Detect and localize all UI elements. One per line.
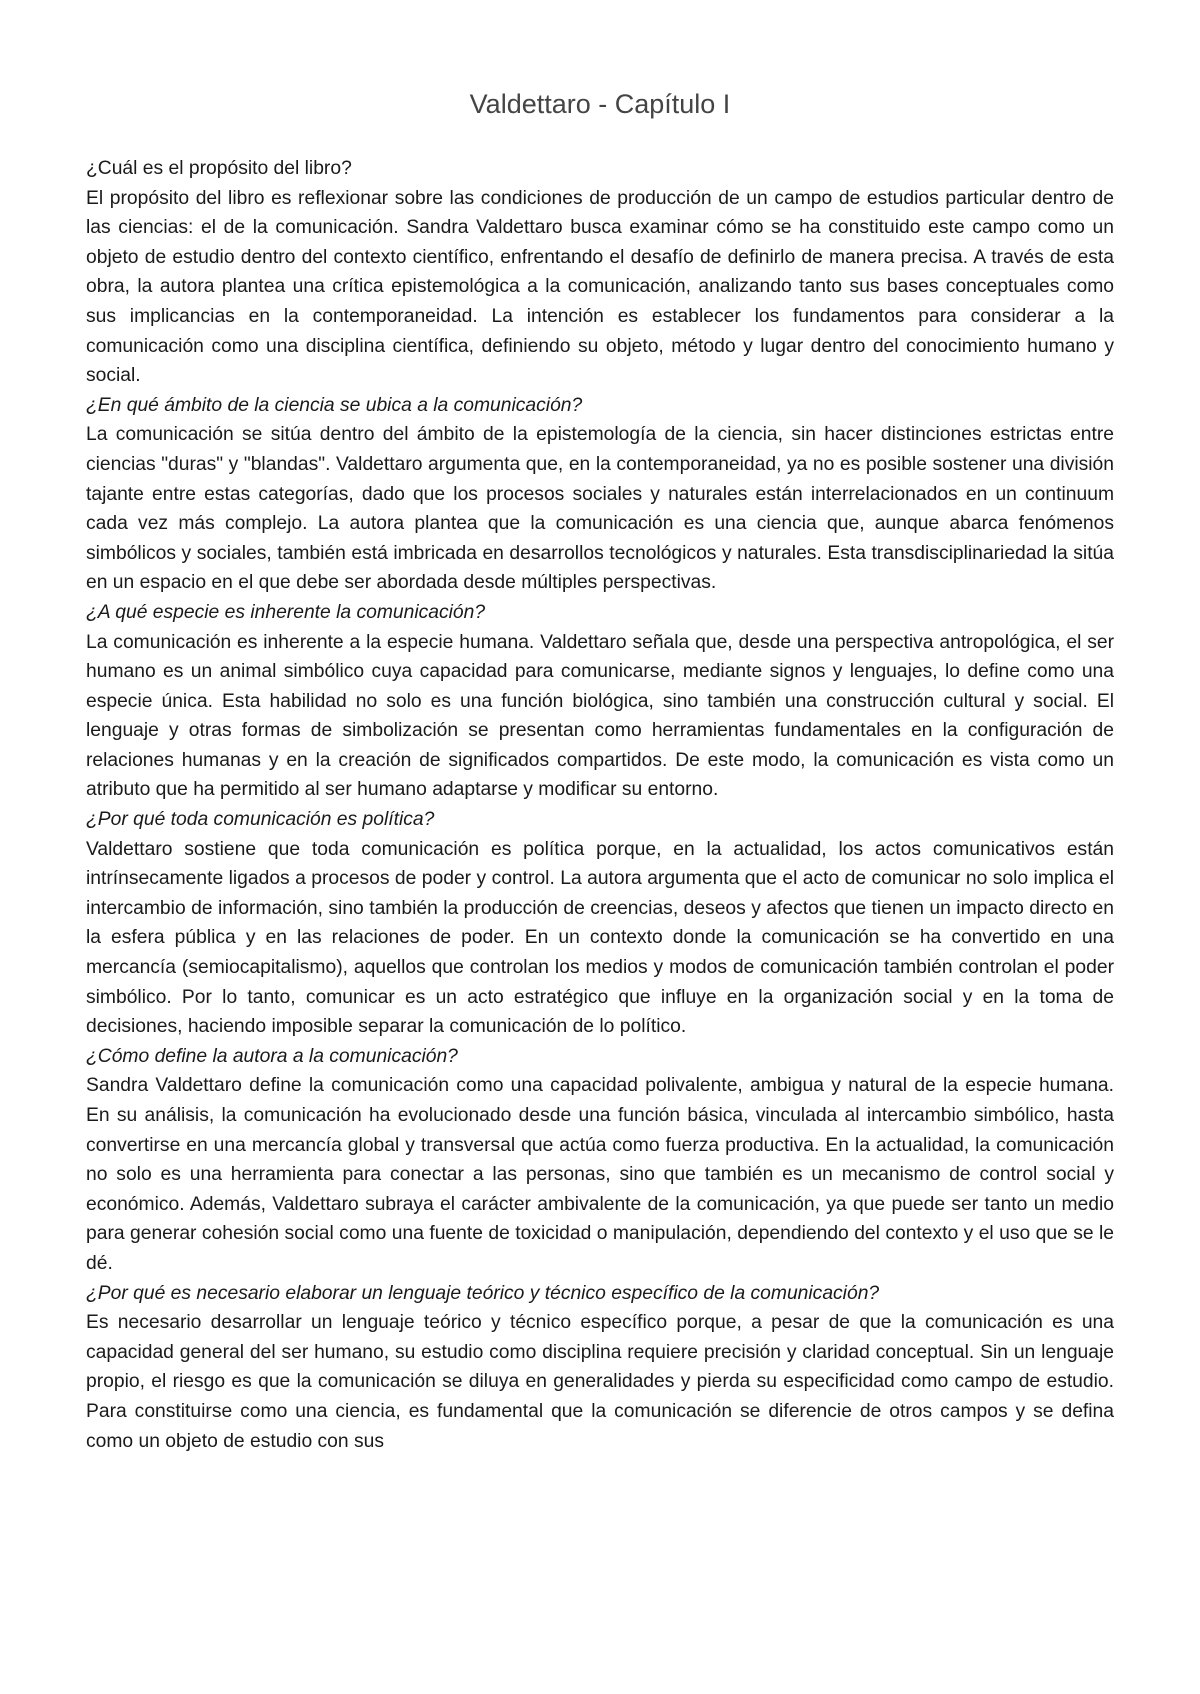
section-language — [86, 1279, 1114, 1457]
question-species: ¿A qué especie es inherente la comunicación? — [86, 601, 486, 623]
question-purpose: ¿Cuál es el propósito del libro? — [86, 158, 352, 179]
answer-definition: Sandra Valdettaro define la comunicación como una capacidad polivalente, ambigua y natural de la especie humana. En su análisis, la comunicación ha evolucionado desde una función básica, vinculada al intercambio simbólico, hasta convertirse en una mercancía global y transversal que actúa como fuerza productiva. En la actualidad, la comunicación no solo es una herramienta para conectar a las personas, sino que también es un mecanismo de control social y económico. Además, Valdettaro subraya el carácter ambivalente de la comunicación, ya que puede ser tanto un medio para generar cohesión social como una fuente de toxicidad o manipulación, dependiendo del contexto y el uso que se le dé. — [86, 1075, 1114, 1274]
section-purpose — [86, 154, 1114, 391]
question-scope: ¿En qué ámbito de la ciencia se ubica a la comunicación? — [86, 394, 583, 416]
answer-purpose: El propósito del libro es reflexionar sobre las condiciones de producción de un campo de estudios particular dentro de las ciencias: el de la comunicación. Sandra Valdettaro busca examinar cómo se ha constituido este campo como un objeto de estudio dentro del contexto científico, enfrentando el desafío de definirlo de manera precisa. A través de esta obra, la autora plantea una crítica epistemológica a la comunicación, analizando tanto sus bases conceptuales como sus implicancias en la contemporaneidad. La intención es establecer los fundamentos para considerar a la comunicación como una disciplina científica, definiendo su objeto, método y lugar dentro del conocimiento humano y social. — [86, 187, 1114, 387]
answer-politics: Valdettaro sostiene que toda comunicación es política porque, en la actualidad, los actos comunicativos están intrínsecamente ligados a procesos de poder y control. La autora argumenta que el acto de comunicar no solo implica el intercambio de información, sino también la producción de creencias, deseos y afectos que tienen un impacto directo en la esfera pública y en las relaciones de poder. En un contexto donde la comunicación se ha convertido en una mercancía (semiocapitalismo), aquellos que controlan los medios y modos de comunicación también controlan el poder simbólico. Por lo tanto, comunicar es un acto estratégico que influye en la organización social y en la toma de decisiones, haciendo imposible separar la comunicación de lo político. — [86, 838, 1114, 1038]
question-politics: ¿Por qué toda comunicación es política? — [86, 809, 435, 831]
answer-language: Es necesario desarrollar un lenguaje teórico y técnico específico porque, a pesar de que la comunicación es una capacidad general del ser humano, su estudio como disciplina requiere precisión y claridad conceptual. Sin un lenguaje propio, el riesgo es que la comunicación se diluya en generalidades y pierda su especificidad como campo de estudio. Para constituirse como una ciencia, es fundamental que la comunicación se diferencie de otros campos y se defina como un objeto de estudio con sus — [86, 1312, 1114, 1452]
answer-scope: La comunicación se sitúa dentro del ámbito de la epistemología de la ciencia, sin hacer distinciones estrictas entre ciencias "duras" y "blandas". Valdettaro argumenta que, en la contemporaneidad, ya no es posible sostener una división tajante entre estas categorías, dado que los procesos sociales y naturales están interrelacionados en un continuum cada vez más complejo. La autora plantea que la comunicación es una ciencia que, aunque abarca fenómenos simbólicos y sociales, también está imbricada en desarrollos tecnológicos y naturales. Esta transdisciplinariedad la sitúa en un espacio en el que debe ser abordada desde múltiples perspectivas. — [86, 424, 1114, 594]
question-language: ¿Por qué es necesario elaborar un lenguaje teórico y técnico específico de la comunicación? — [86, 1282, 880, 1304]
answer-species: La comunicación es inherente a la especie humana. Valdettaro señala que, desde una perspectiva antropológica, el ser humano es un animal simbólico cuya capacidad para comunicarse, mediante signos y lenguajes, lo define como una especie única. Esta habilidad no solo es una función biológica, sino también una construcción cultural y social. El lenguaje y otras formas de simbolización se presentan como herramientas fundamentales en la configuración de relaciones humanas y en la creación de significados compartidos. De este modo, la comunicación es vista como un atributo que ha permitido al ser humano adaptarse y modificar su entorno. — [86, 631, 1114, 801]
document-title: Valdettaro - Capítulo I — [469, 89, 731, 119]
section-species — [86, 598, 1114, 805]
section-definition — [86, 1042, 1114, 1279]
section-politics — [86, 805, 1114, 1042]
document-page — [86, 84, 1114, 1456]
section-scope — [86, 391, 1114, 598]
question-definition: ¿Cómo define la autora a la comunicación? — [86, 1045, 458, 1067]
